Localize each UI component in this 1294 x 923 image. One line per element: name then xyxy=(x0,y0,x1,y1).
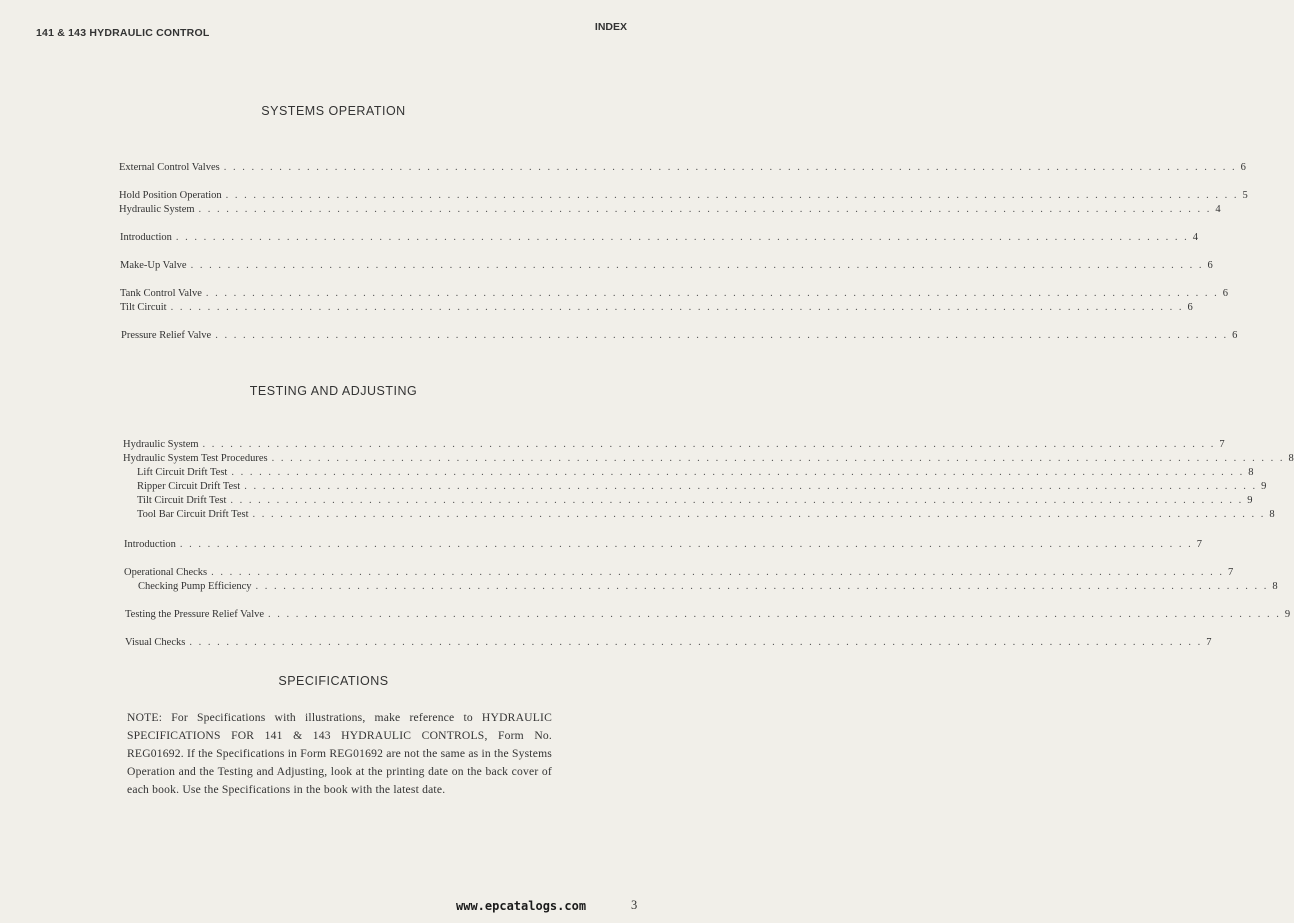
toc-entry-label: Tilt Circuit Drift Test xyxy=(137,495,227,506)
toc-entry-label: Hydraulic System xyxy=(119,204,195,215)
toc-leader-dots: . . . . . . . . . . . . . . . . . . . . . . . . . . . . . . . . . . . . . . . . . . . . . . . . . . . . . . . . . . . . . . . . . . . . . . . . . . . . . . . . . . . . . . . . . . . . . . . . . . . . . . . . . . . . . . xyxy=(223,162,1237,173)
specifications-title: SPECIFICATIONS xyxy=(278,674,389,688)
toc-entry xyxy=(120,231,1199,244)
toc-entry-page: 6 xyxy=(1187,302,1193,313)
toc-entry xyxy=(120,287,1229,300)
toc-entry xyxy=(121,329,1238,342)
toc-entry-page: 7 xyxy=(1206,637,1212,648)
toc-entry xyxy=(138,580,1278,593)
toc-entry-page: 7 xyxy=(1219,439,1225,450)
toc-entry-label: Tool Bar Circuit Drift Test xyxy=(137,509,249,520)
toc-entry-page: 8 xyxy=(1288,453,1294,464)
toc-entry-label: Testing the Pressure Relief Valve xyxy=(125,609,265,620)
toc-entry-page: 9 xyxy=(1284,609,1291,620)
toc-entry-page: 6 xyxy=(1207,260,1213,271)
toc-entry-page: 9 xyxy=(1261,481,1267,492)
toc-leader-dots: . . . . . . . . . . . . . . . . . . . . . . . . . . . . . . . . . . . . . . . . . . . . . . . . . . . . . . . . . . . . . . . . . . . . . . . . . . . . . . . . . . . . . . . . . . . . . . . . . . . . . . . . . . . . . . xyxy=(225,190,1239,201)
header-title: 141 & 143 HYDRAULIC CONTROL xyxy=(36,27,210,39)
toc-entry-label: Lift Circuit Drift Test xyxy=(137,467,228,478)
toc-entry-page: 7 xyxy=(1196,539,1203,550)
toc-entry-label: Visual Checks xyxy=(125,637,186,648)
toc-entry-label: Operational Checks xyxy=(124,567,208,578)
footer-website: www.epcatalogs.com xyxy=(456,899,587,913)
toc-entry xyxy=(124,566,1234,579)
toc-leader-dots: . . . . . . . . . . . . . . . . . . . . . . . . . . . . . . . . . . . . . . . . . . . . . . . . . . . . . . . . . . . . . . . . . . . . . . . . . . . . . . . . . . . . . . . . . . . . . . . . . . . . . . . . . . . . . . xyxy=(268,609,1281,620)
toc-leader-dots: . . . . . . . . . . . . . . . . . . . . . . . . . . . . . . . . . . . . . . . . . . . . . . . . . . . . . . . . . . . . . . . . . . . . . . . . . . . . . . . . . . . . . . . . . . . . . . . . . . . . . . . . . . . . . . xyxy=(244,481,1258,492)
toc-entry xyxy=(125,608,1291,621)
toc-entry-page: 8 xyxy=(1272,581,1278,592)
toc-entry-label: Hydraulic System Test Procedures xyxy=(123,453,268,464)
testing-adjusting-title: TESTING AND ADJUSTING xyxy=(249,384,418,398)
specifications-note: NOTE: For Specifications with illustrations, make reference to HYDRAULIC SPECIFICATIONS FOR 141 & 143 HYDRAULIC CONTROLS, Form No. REG01692. If the Specifications in Form REG01692 are not the same as in the Systems Operation and the Testing and Adjusting, look at the printing date on the back cover of each book. Use the Specifications in the book with the latest date. xyxy=(127,711,552,796)
toc-entry xyxy=(124,538,1203,551)
toc-leader-dots: . . . . . . . . . . . . . . . . . . . . . . . . . . . . . . . . . . . . . . . . . . . . . . . . . . . . . . . . . . . . . . . . . . . . . . . . . . . . . . . . . . . . . . . . . . . . . . . . . . . . . . . . . . . . . . xyxy=(231,467,1245,478)
toc-entry-label: Tank Control Valve xyxy=(120,288,202,299)
toc-entry xyxy=(120,301,1193,314)
toc-entry-page: 7 xyxy=(1227,567,1234,578)
toc-leader-dots: . . . . . . . . . . . . . . . . . . . . . . . . . . . . . . . . . . . . . . . . . . . . . . . . . . . . . . . . . . . . . . . . . . . . . . . . . . . . . . . . . . . . . . . . . . . . . . . . . . . . . . . . . . . . . . xyxy=(198,204,1212,215)
toc-entry-label: Pressure Relief Valve xyxy=(121,330,212,341)
toc-entry-page: 9 xyxy=(1247,495,1253,506)
toc-entry xyxy=(137,494,1253,507)
toc-entry-label: Checking Pump Efficiency xyxy=(138,581,252,592)
toc-entry-label: External Control Valves xyxy=(119,162,220,173)
toc-entry-label: Introduction xyxy=(124,539,176,550)
header-index-label: INDEX xyxy=(594,21,627,33)
toc-leader-dots: . . . . . . . . . . . . . . . . . . . . . . . . . . . . . . . . . . . . . . . . . . . . . . . . . . . . . . . . . . . . . . . . . . . . . . . . . . . . . . . . . . . . . . . . . . . . . . . . . . . . . . . . . . . . . . xyxy=(202,439,1216,450)
toc-leader-dots: . . . . . . . . . . . . . . . . . . . . . . . . . . . . . . . . . . . . . . . . . . . . . . . . . . . . . . . . . . . . . . . . . . . . . . . . . . . . . . . . . . . . . . . . . . . . . . . . . . . . . . . . . . . . . . xyxy=(211,567,1224,578)
toc-leader-dots: . . . . . . . . . . . . . . . . . . . . . . . . . . . . . . . . . . . . . . . . . . . . . . . . . . . . . . . . . . . . . . . . . . . . . . . . . . . . . . . . . . . . . . . . . . . . . . . . . . . . . . . . . . . . . . xyxy=(230,495,1244,506)
toc-entry-label: Hold Position Operation xyxy=(119,190,222,201)
toc-entry-page: 4 xyxy=(1215,204,1221,215)
toc-entry xyxy=(123,438,1225,451)
toc-entry-page: 6 xyxy=(1240,162,1246,173)
toc-entry-page: 6 xyxy=(1232,330,1238,341)
toc-leader-dots: . . . . . . . . . . . . . . . . . . . . . . . . . . . . . . . . . . . . . . . . . . . . . . . . . . . . . . . . . . . . . . . . . . . . . . . . . . . . . . . . . . . . . . . . . . . . . . . . . . . . . . . . . . . . . . xyxy=(252,509,1266,520)
toc-entry-label: Tilt Circuit xyxy=(120,302,167,313)
toc-leader-dots: . . . . . . . . . . . . . . . . . . . . . . . . . . . . . . . . . . . . . . . . . . . . . . . . . . . . . . . . . . . . . . . . . . . . . . . . . . . . . . . . . . . . . . . . . . . . . . . . . . . . . . . . . . . . . . xyxy=(271,453,1285,464)
toc-entry xyxy=(119,203,1221,216)
toc-entry-label: Make-Up Valve xyxy=(120,260,187,271)
toc-entry-label: Introduction xyxy=(120,232,172,243)
toc-entry-page: 5 xyxy=(1242,190,1248,201)
toc-entry xyxy=(120,259,1213,272)
systems-operation-title: SYSTEMS OPERATION xyxy=(261,104,406,118)
toc-entry xyxy=(125,636,1212,649)
toc-entry-label: Hydraulic System xyxy=(123,439,199,450)
toc-entry xyxy=(137,466,1254,479)
toc-entry xyxy=(123,452,1294,465)
toc-leader-dots: . . . . . . . . . . . . . . . . . . . . . . . . . . . . . . . . . . . . . . . . . . . . . . . . . . . . . . . . . . . . . . . . . . . . . . . . . . . . . . . . . . . . . . . . . . . . . . . . . . . . . . . . . . . . . . xyxy=(255,581,1269,592)
toc-leader-dots: . . . . . . . . . . . . . . . . . . . . . . . . . . . . . . . . . . . . . . . . . . . . . . . . . . . . . . . . . . . . . . . . . . . . . . . . . . . . . . . . . . . . . . . . . . . . . . . . . . . . . . . . . . . . . . xyxy=(179,539,1193,550)
toc-leader-dots: . . . . . . . . . . . . . . . . . . . . . . . . . . . . . . . . . . . . . . . . . . . . . . . . . . . . . . . . . . . . . . . . . . . . . . . . . . . . . . . . . . . . . . . . . . . . . . . . . . . . . . . . . . . . . . xyxy=(175,232,1189,243)
page-number: 3 xyxy=(631,898,638,912)
toc-entry-page: 4 xyxy=(1192,232,1199,243)
toc-leader-dots: . . . . . . . . . . . . . . . . . . . . . . . . . . . . . . . . . . . . . . . . . . . . . . . . . . . . . . . . . . . . . . . . . . . . . . . . . . . . . . . . . . . . . . . . . . . . . . . . . . . . . . . . . . . . . . xyxy=(205,288,1219,299)
toc-entry-page: 6 xyxy=(1222,288,1229,299)
toc-entry-page: 8 xyxy=(1269,509,1275,520)
toc-entry xyxy=(119,161,1246,174)
toc-entry-page: 8 xyxy=(1248,467,1254,478)
toc-entry-label: Ripper Circuit Drift Test xyxy=(137,481,241,492)
toc-leader-dots: . . . . . . . . . . . . . . . . . . . . . . . . . . . . . . . . . . . . . . . . . . . . . . . . . . . . . . . . . . . . . . . . . . . . . . . . . . . . . . . . . . . . . . . . . . . . . . . . . . . . . . . . . . . . . . xyxy=(189,637,1203,648)
toc-entry xyxy=(137,480,1267,493)
toc-leader-dots: . . . . . . . . . . . . . . . . . . . . . . . . . . . . . . . . . . . . . . . . . . . . . . . . . . . . . . . . . . . . . . . . . . . . . . . . . . . . . . . . . . . . . . . . . . . . . . . . . . . . . . . . . . . . . . xyxy=(190,260,1204,271)
toc-leader-dots: . . . . . . . . . . . . . . . . . . . . . . . . . . . . . . . . . . . . . . . . . . . . . . . . . . . . . . . . . . . . . . . . . . . . . . . . . . . . . . . . . . . . . . . . . . . . . . . . . . . . . . . . . . . . . . xyxy=(215,330,1229,341)
toc-entry xyxy=(137,508,1275,521)
toc-entry xyxy=(119,189,1248,202)
toc-leader-dots: . . . . . . . . . . . . . . . . . . . . . . . . . . . . . . . . . . . . . . . . . . . . . . . . . . . . . . . . . . . . . . . . . . . . . . . . . . . . . . . . . . . . . . . . . . . . . . . . . . . . . . . . . . . . . . xyxy=(170,302,1184,313)
